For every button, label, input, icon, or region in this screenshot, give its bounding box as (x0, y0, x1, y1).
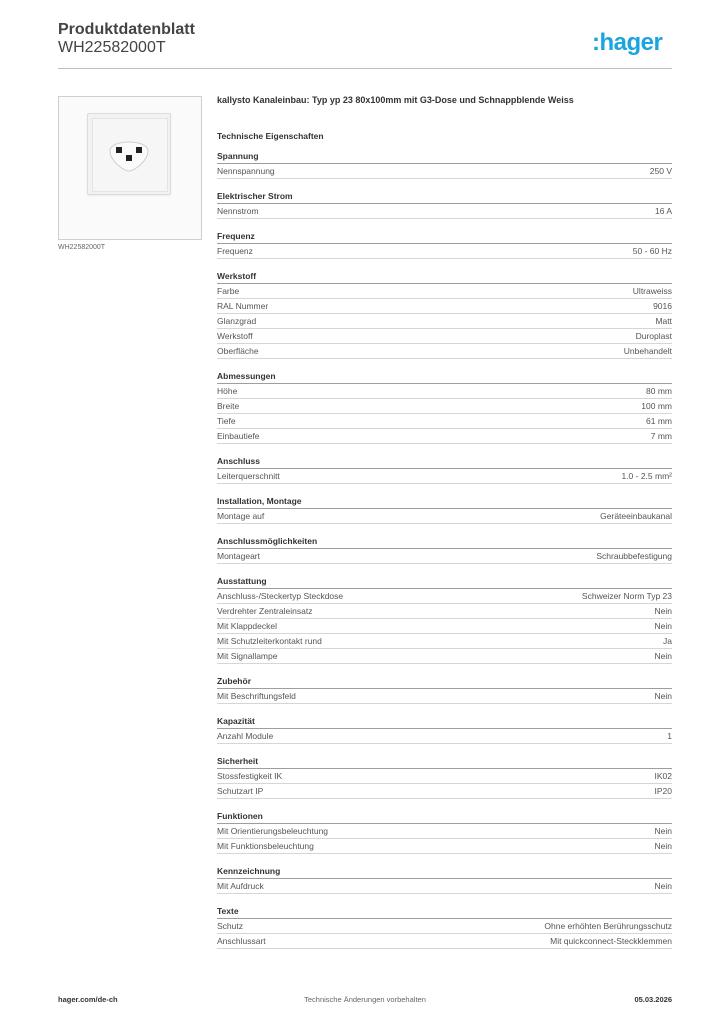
spec-row (217, 649, 672, 664)
hager-logo (592, 28, 674, 58)
spec-label: Oberfläche (217, 346, 259, 356)
spec-row (217, 689, 672, 704)
spec-row (217, 429, 672, 444)
spec-sections (217, 149, 672, 949)
spec-value: Geräteeinbaukanal (600, 511, 672, 521)
section-title: Texte (217, 904, 672, 919)
spec-label: Montageart (217, 551, 260, 561)
spec-label: Frequenz (217, 246, 253, 256)
spec-row (217, 824, 672, 839)
spec-value: Ja (663, 636, 672, 646)
spec-value: Nein (654, 691, 672, 701)
section-title: Anschlussmöglichkeiten (217, 534, 672, 549)
spec-label: Verdrehter Zentraleinsatz (217, 606, 313, 616)
spec-value: Nein (654, 841, 672, 851)
section-title: Installation, Montage (217, 494, 672, 509)
product-image (58, 96, 202, 240)
spec-label: Farbe (217, 286, 240, 296)
spec-row (217, 284, 672, 299)
document-title: Produktdatenblatt (58, 21, 195, 38)
spec-label: Stossfestigkeit IK (217, 771, 283, 781)
section-title: Abmessungen (217, 369, 672, 384)
spec-section (217, 674, 672, 704)
image-caption: WH22582000T (58, 244, 106, 251)
spec-value: 1 (667, 731, 672, 741)
section-title: Sicherheit (217, 754, 672, 769)
spec-value: 61 mm (646, 416, 672, 426)
spec-value: 16 A (654, 206, 672, 216)
spec-row (217, 549, 672, 564)
spec-label: Mit Funktionsbeleuchtung (217, 841, 314, 851)
section-title: Funktionen (217, 809, 672, 824)
spec-row (217, 879, 672, 894)
spec-row (217, 414, 672, 429)
spec-row (217, 729, 672, 744)
spec-label: Tiefe (217, 416, 236, 426)
spec-section (217, 754, 672, 799)
spec-row (217, 204, 672, 219)
section-title: Kapazität (217, 714, 672, 729)
spec-row (217, 344, 672, 359)
spec-label: Höhe (217, 386, 238, 396)
spec-value: Nein (654, 621, 672, 631)
spec-section (217, 454, 672, 484)
spec-section (217, 149, 672, 179)
section-title: Anschluss (217, 454, 672, 469)
spec-label: Breite (217, 401, 240, 411)
footer-website-link[interactable]: hager.com/de-ch (58, 995, 118, 1004)
spec-label: Werkstoff (217, 331, 253, 341)
spec-value: 9016 (653, 301, 672, 311)
spec-label: Montage auf (217, 511, 265, 521)
spec-row (217, 619, 672, 634)
footer-disclaimer: Technische Änderungen vorbehalten (304, 995, 426, 1004)
spec-value: Schraubbefestigung (596, 551, 672, 561)
spec-row (217, 839, 672, 854)
spec-label: Schutzart IP (217, 786, 264, 796)
spec-label: Schutz (217, 921, 243, 931)
spec-row (217, 299, 672, 314)
spec-label: Anzahl Module (217, 731, 274, 741)
spec-row (217, 634, 672, 649)
spec-label: Mit Beschriftungsfeld (217, 691, 296, 701)
spec-section (217, 269, 672, 359)
spec-value: Unbehandelt (623, 346, 672, 356)
spec-label: Glanzgrad (217, 316, 257, 326)
spec-value: Ultraweiss (632, 286, 672, 296)
svg-text::hager: :hager (592, 29, 663, 56)
spec-value: Ohne erhöhten Berührungsschutz (544, 921, 672, 931)
spec-label: Nennstrom (217, 206, 259, 216)
spec-row (217, 164, 672, 179)
header-divider (58, 68, 672, 69)
spec-content (217, 92, 672, 959)
socket-plate (87, 113, 171, 195)
spec-value: Duroplast (635, 331, 672, 341)
spec-row (217, 384, 672, 399)
spec-value: 1.0 - 2.5 mm² (621, 471, 672, 481)
spec-row (217, 919, 672, 934)
spec-label: Mit Klappdeckel (217, 621, 278, 631)
spec-section (217, 369, 672, 444)
spec-section (217, 574, 672, 664)
spec-value: 250 V (649, 166, 672, 176)
section-title: Zubehör (217, 674, 672, 689)
spec-row (217, 314, 672, 329)
spec-section (217, 189, 672, 219)
spec-value: 7 mm (650, 431, 672, 441)
technical-properties-heading: Technische Eigenschaften (217, 131, 324, 141)
spec-row (217, 934, 672, 949)
spec-row (217, 604, 672, 619)
spec-row (217, 784, 672, 799)
spec-label: Mit Signallampe (217, 651, 278, 661)
section-title: Spannung (217, 149, 672, 164)
spec-value: 50 - 60 Hz (632, 246, 672, 256)
spec-label: RAL Nummer (217, 301, 269, 311)
spec-section (217, 904, 672, 949)
spec-label: Anschlussart (217, 936, 266, 946)
spec-value: Matt (655, 316, 672, 326)
spec-value: Nein (654, 826, 672, 836)
spec-label: Mit Schutzleiterkontakt rund (217, 636, 322, 646)
spec-label: Mit Aufdruck (217, 881, 264, 891)
spec-value: Nein (654, 606, 672, 616)
spec-row (217, 329, 672, 344)
section-title: Frequenz (217, 229, 672, 244)
spec-row (217, 589, 672, 604)
spec-label: Nennspannung (217, 166, 275, 176)
spec-section (217, 494, 672, 524)
spec-row (217, 769, 672, 784)
spec-section (217, 809, 672, 854)
spec-value: 100 mm (641, 401, 672, 411)
spec-row (217, 399, 672, 414)
spec-value: 80 mm (646, 386, 672, 396)
spec-label: Einbautiefe (217, 431, 260, 441)
spec-row (217, 244, 672, 259)
socket-icon (104, 131, 154, 175)
spec-value: IK02 (654, 771, 672, 781)
section-title: Elektrischer Strom (217, 189, 672, 204)
spec-value: Mit quickconnect-Steckklemmen (550, 936, 672, 946)
section-title: Kennzeichnung (217, 864, 672, 879)
footer-date: 05.03.2026 (634, 995, 672, 1004)
product-code: WH22582000T (58, 39, 166, 56)
spec-label: Anschluss-/Steckertyp Steckdose (217, 591, 344, 601)
spec-value: Nein (654, 651, 672, 661)
spec-section (217, 534, 672, 564)
spec-row (217, 469, 672, 484)
spec-value: Schweizer Norm Typ 23 (581, 591, 672, 601)
spec-label: Leiterquerschnitt (217, 471, 280, 481)
section-title: Werkstoff (217, 269, 672, 284)
spec-section (217, 864, 672, 894)
spec-label: Mit Orientierungsbeleuchtung (217, 826, 329, 836)
spec-row (217, 509, 672, 524)
spec-value: Nein (654, 881, 672, 891)
product-title: kallysto Kanaleinbau: Typ yp 23 80x100mm mit G3-Dose und Schnappblende Weiss (217, 95, 574, 105)
spec-value: IP20 (654, 786, 672, 796)
spec-section (217, 714, 672, 744)
spec-section (217, 229, 672, 259)
section-title: Ausstattung (217, 574, 672, 589)
